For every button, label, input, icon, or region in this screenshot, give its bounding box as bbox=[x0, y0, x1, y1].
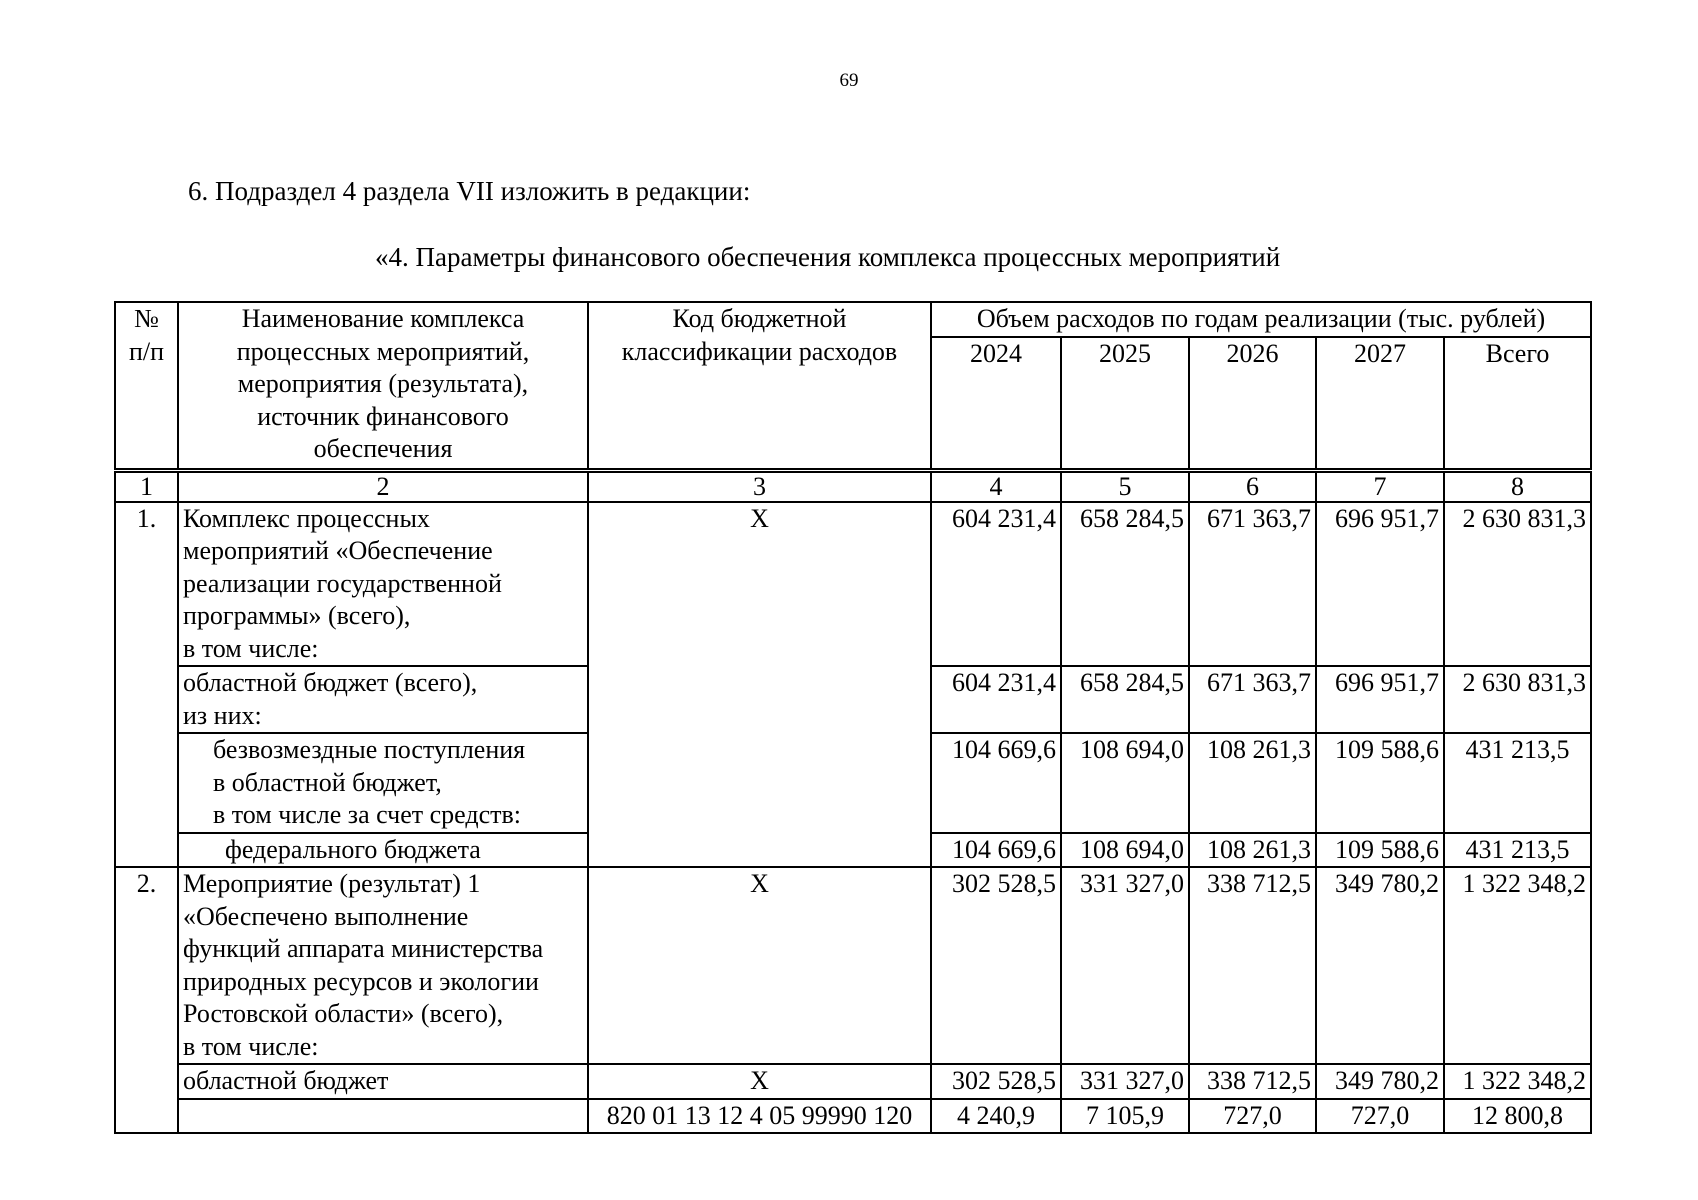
header-row-1 bbox=[115, 302, 1591, 337]
value-total: 2 630 831,3 bbox=[1444, 666, 1591, 733]
row-code: Х bbox=[588, 1064, 931, 1099]
column-number: 5 bbox=[1061, 470, 1189, 502]
column-number: 4 bbox=[931, 470, 1061, 502]
value-total: 1 322 348,2 bbox=[1444, 867, 1591, 1064]
value-2026: 108 261,3 bbox=[1189, 733, 1316, 833]
value-2024: 104 669,6 bbox=[931, 833, 1061, 868]
table-row bbox=[115, 1064, 1591, 1099]
value-2027: 696 951,7 bbox=[1316, 666, 1444, 733]
value-2025: 658 284,5 bbox=[1061, 666, 1189, 733]
header-year-2027: 2027 bbox=[1316, 337, 1444, 471]
column-number: 2 bbox=[178, 470, 588, 502]
value-2025: 331 327,0 bbox=[1061, 867, 1189, 1064]
row-number: 1. bbox=[115, 502, 178, 868]
row-number: 2. bbox=[115, 867, 178, 1133]
value-2024: 104 669,6 bbox=[931, 733, 1061, 833]
value-2024: 604 231,4 bbox=[931, 502, 1061, 667]
value-2027: 109 588,6 bbox=[1316, 833, 1444, 868]
value-2026: 671 363,7 bbox=[1189, 666, 1316, 733]
value-2027: 727,0 bbox=[1316, 1099, 1444, 1134]
row-name: областной бюджет (всего), из них: bbox=[178, 666, 588, 733]
financing-table bbox=[114, 301, 1592, 1134]
value-2027: 349 780,2 bbox=[1316, 1064, 1444, 1099]
section-heading: «4. Параметры финансового обеспечения комплекса процессных мероприятий bbox=[375, 242, 1281, 272]
header-code: Код бюджетной классификации расходов bbox=[588, 302, 931, 470]
column-number-row bbox=[115, 470, 1591, 502]
value-total: 431 213,5 bbox=[1444, 833, 1591, 868]
value-2025: 108 694,0 bbox=[1061, 733, 1189, 833]
value-2026: 338 712,5 bbox=[1189, 1064, 1316, 1099]
value-2027: 696 951,7 bbox=[1316, 502, 1444, 667]
value-total: 12 800,8 bbox=[1444, 1099, 1591, 1134]
header-num: № п/п bbox=[115, 302, 178, 470]
value-2025: 331 327,0 bbox=[1061, 1064, 1189, 1099]
row-code: 820 01 13 12 4 05 99990 120 bbox=[588, 1099, 931, 1134]
column-number: 1 bbox=[115, 470, 178, 502]
row-name: Комплекс процессных мероприятий «Обеспечение реализации государственной программы» (всего), в том числе: bbox=[178, 502, 588, 667]
value-2025: 108 694,0 bbox=[1061, 833, 1189, 868]
value-total: 431 213,5 bbox=[1444, 733, 1591, 833]
value-2024: 604 231,4 bbox=[931, 666, 1061, 733]
header-volume: Объем расходов по годам реализации (тыс. рублей) bbox=[931, 302, 1591, 337]
value-2026: 671 363,7 bbox=[1189, 502, 1316, 667]
value-2025: 7 105,9 bbox=[1061, 1099, 1189, 1134]
value-2026: 108 261,3 bbox=[1189, 833, 1316, 868]
amendment-instruction: 6. Подраздел 4 раздела VII изложить в редакции: bbox=[188, 176, 751, 206]
header-total: Всего bbox=[1444, 337, 1591, 471]
header-year-2025: 2025 bbox=[1061, 337, 1189, 471]
value-2024: 302 528,5 bbox=[931, 1064, 1061, 1099]
value-2026: 727,0 bbox=[1189, 1099, 1316, 1134]
row-name bbox=[178, 1099, 588, 1134]
value-total: 2 630 831,3 bbox=[1444, 502, 1591, 667]
table-row bbox=[115, 867, 1591, 1064]
page-number: 69 bbox=[839, 70, 859, 91]
row-name: безвозмездные поступления в областной бюджет, в том числе за счет средств: bbox=[178, 733, 588, 833]
row-code: Х bbox=[588, 867, 931, 1064]
column-number: 6 bbox=[1189, 470, 1316, 502]
header-year-2024: 2024 bbox=[931, 337, 1061, 471]
table-row bbox=[115, 1099, 1591, 1134]
value-2025: 658 284,5 bbox=[1061, 502, 1189, 667]
header-name: Наименование комплекса процессных мероприятий, мероприятия (результата), источник финансового обеспечения bbox=[178, 302, 588, 470]
table-row bbox=[115, 502, 1591, 667]
value-2027: 349 780,2 bbox=[1316, 867, 1444, 1064]
column-number: 3 bbox=[588, 470, 931, 502]
value-2024: 302 528,5 bbox=[931, 867, 1061, 1064]
value-2026: 338 712,5 bbox=[1189, 867, 1316, 1064]
header-year-2026: 2026 bbox=[1189, 337, 1316, 471]
row-name: федерального бюджета bbox=[178, 833, 588, 868]
value-2024: 4 240,9 bbox=[931, 1099, 1061, 1134]
value-total: 1 322 348,2 bbox=[1444, 1064, 1591, 1099]
value-2027: 109 588,6 bbox=[1316, 733, 1444, 833]
row-code: Х bbox=[588, 502, 931, 868]
column-number: 7 bbox=[1316, 470, 1444, 502]
row-name: областной бюджет bbox=[178, 1064, 588, 1099]
column-number: 8 bbox=[1444, 470, 1591, 502]
row-name: Мероприятие (результат) 1 «Обеспечено выполнение функций аппарата министерства природных ресурсов и экологии Ростовской области» (всего), в том числе: bbox=[178, 867, 588, 1064]
